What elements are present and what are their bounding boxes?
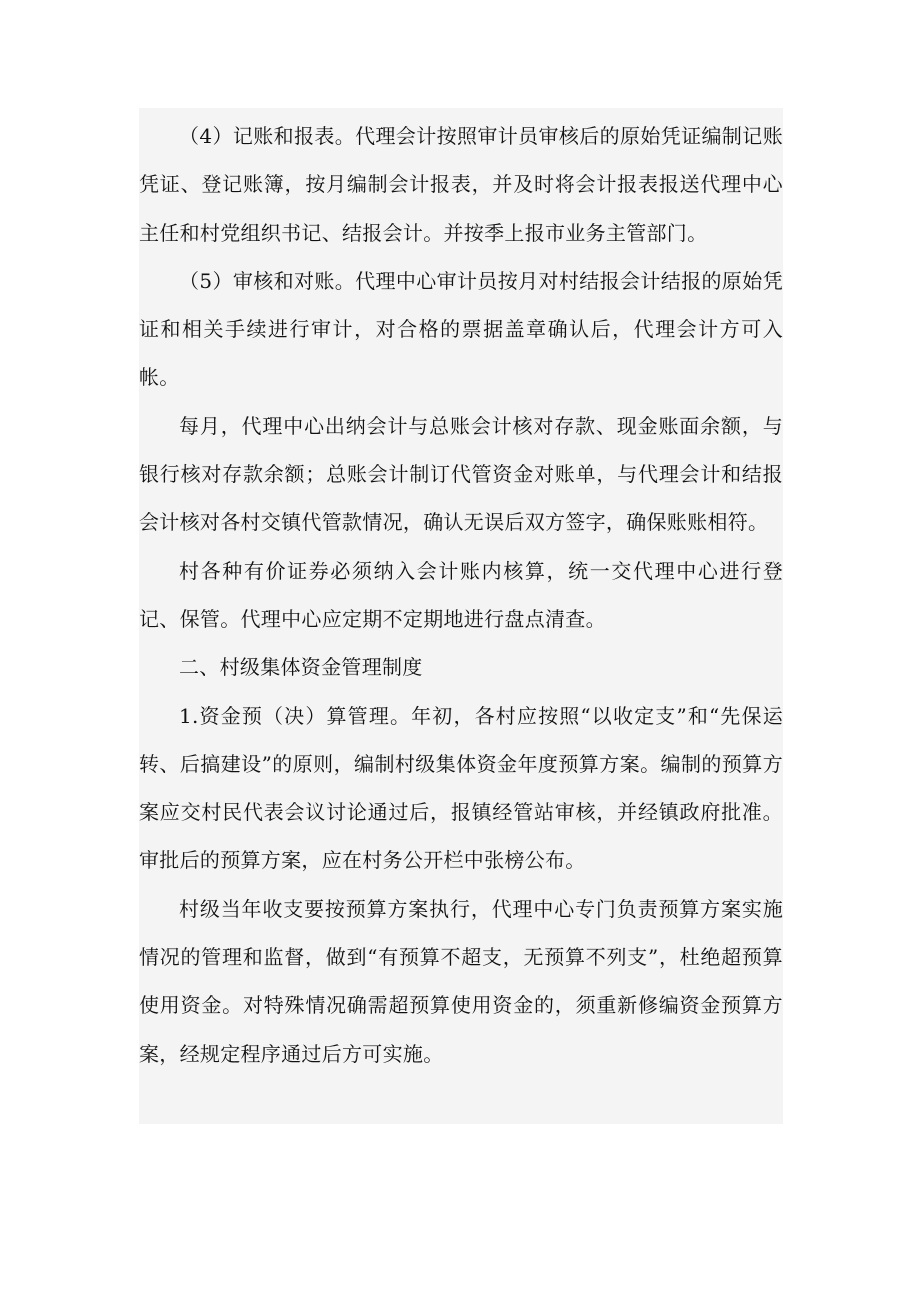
paragraph-bookkeeping: （4）记账和报表。代理会计按照审计员审核后的原始凭证编制记账凭证、登记账簿，按月编制会计报表，并及时将会计报表报送代理中心主任和村党组织书记、结报会计。并按季上报市业务主管部门。 bbox=[139, 124, 783, 245]
paragraph-monthly-check: 每月，代理中心出纳会计与总账会计核对存款、现金账面余额，与银行核对存款余额；总账会计制订代管资金对账单，与代理会计和结报会计核对各村交镇代管款情况，确认无误后双方签字，确保账账相符。 bbox=[139, 413, 783, 535]
section-heading: 二、村级集体资金管理制度 bbox=[179, 655, 423, 680]
paragraph-budget-execution: 村级当年收支要按预算方案执行，代理中心专门负责预算方案实施情况的管理和监督，做到“有预算不超支，无预算不列支”，杜绝超预算使用资金。对特殊情况确需超预算使用资金的，须重新修编资金预算方案，经规定程序通过后方可实施。 bbox=[139, 896, 783, 1066]
paragraph-audit-reconcile: （5）审核和对账。代理中心审计员按月对村结报会计结报的原始凭证和相关手续进行审计，对合格的票据盖章确认后，代理会计方可入帐。 bbox=[139, 268, 783, 390]
paragraph-budget-management: 1.资金预（决）算管理。年初，各村应按照“以收定支”和“先保运转、后搞建设”的原则，编制村级集体资金年度预算方案。编制的预算方案应交村民代表会议讨论通过后，报镇经管站审核，并经镇政府批准。审批后的预算方案，应在村务公开栏中张榜公布。 bbox=[139, 703, 783, 873]
document-body bbox=[139, 108, 783, 1124]
paragraph-securities: 村各种有价证券必须纳入会计账内核算，统一交代理中心进行登记、保管。代理中心应定期不定期地进行盘点清查。 bbox=[139, 558, 783, 631]
